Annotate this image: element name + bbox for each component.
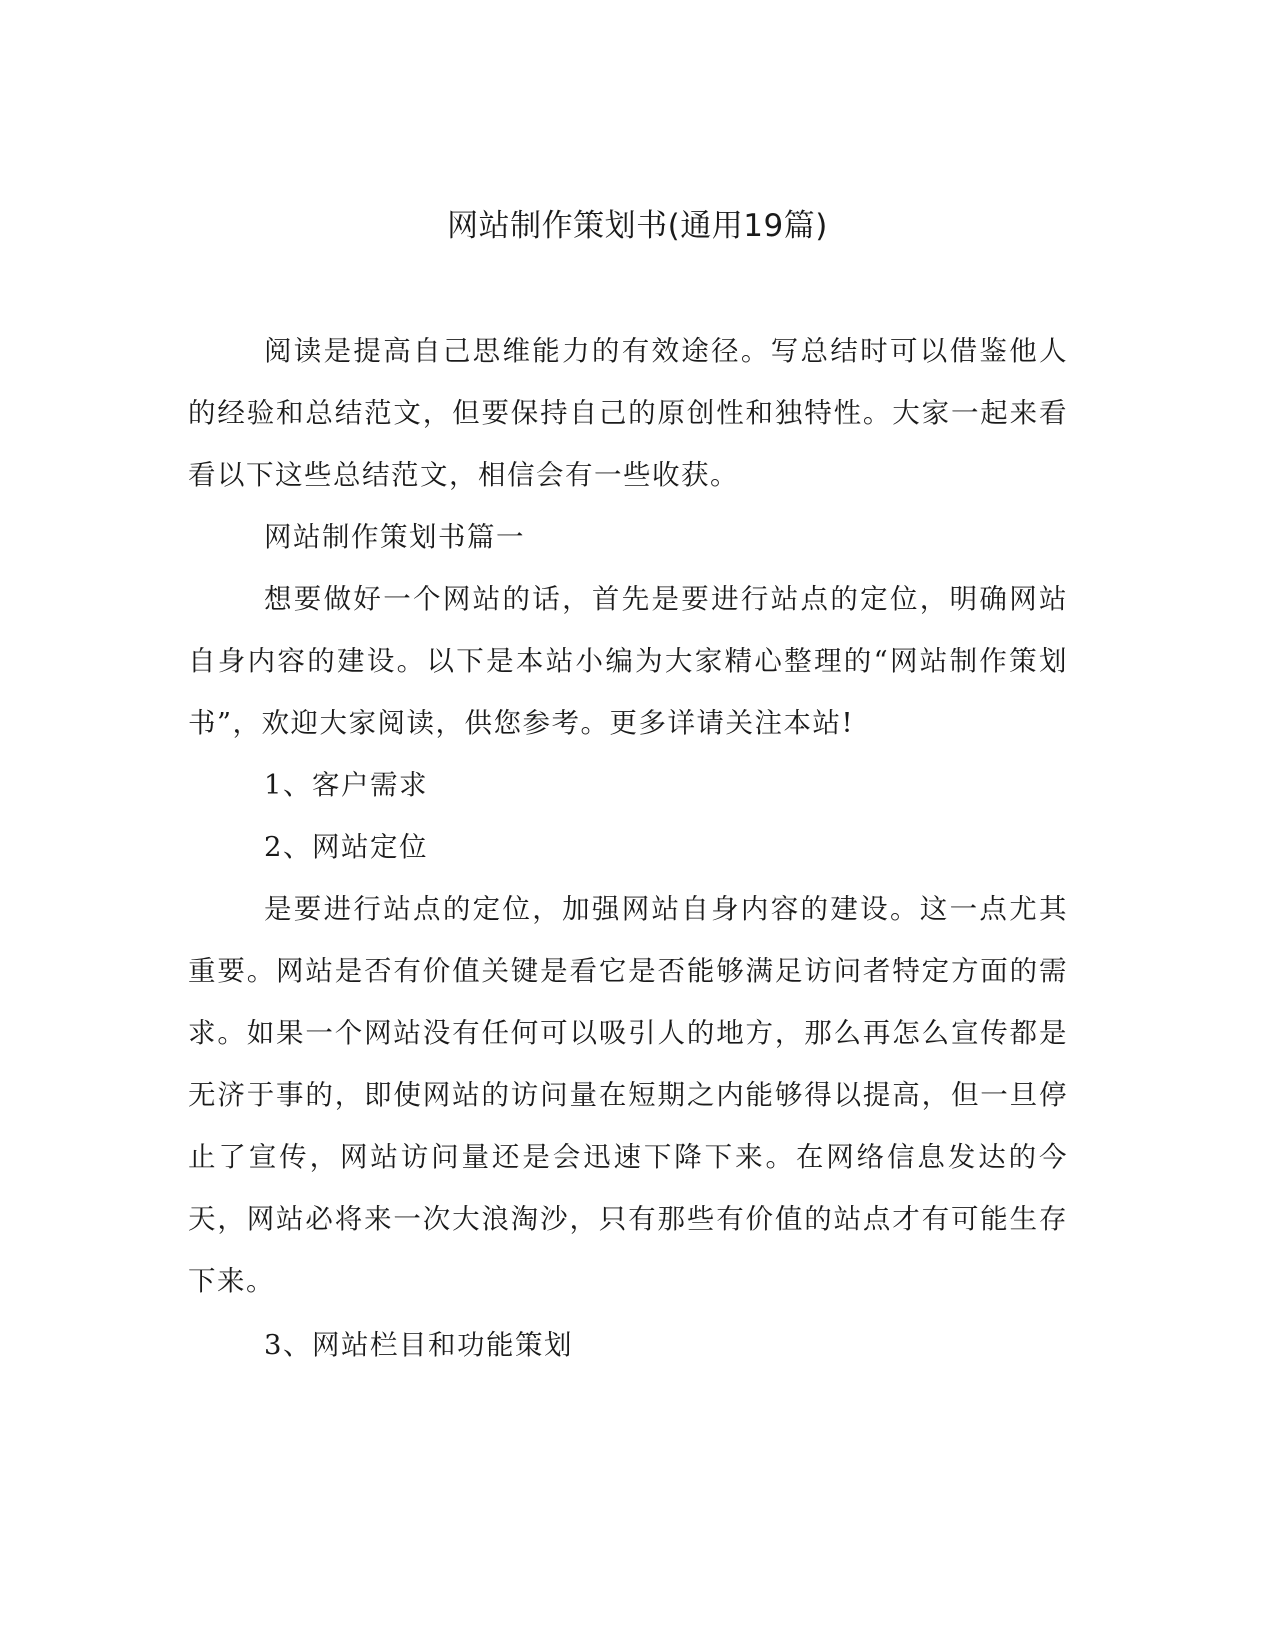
document-body — [188, 320, 1068, 1376]
positioning-paragraph: 是要进行站点的定位，加强网站自身内容的建设。这一点尤其重要。网站是否有价值关键是看它是否能够满足访问者特定方面的需求。如果一个网站没有任何可以吸引人的地方，那么再怎么宣传都是无济于事的，即使网站的访问量在短期之内能够得以提高，但一旦停止了宣传，网站访问量还是会迅速下降下来。在网络信息发达的今天，网站必将来一次大浪淘沙，只有那些有价值的站点才有可能生存下来。 — [188, 893, 1068, 1297]
list-item-customer-needs: 1、客户需求 — [264, 769, 428, 801]
section-heading: 网站制作策划书篇一 — [264, 521, 525, 553]
intro-paragraph: 阅读是提高自己思维能力的有效途径。写总结时可以借鉴他人的经验和总结范文，但要保持自己的原创性和独特性。大家一起来看看以下这些总结范文，相信会有一些收获。 — [188, 335, 1068, 491]
list-item-site-positioning: 2、网站定位 — [264, 831, 428, 863]
document-title: 网站制作策划书(通用19篇) — [447, 208, 828, 244]
lead-paragraph: 想要做好一个网站的话，首先是要进行站点的定位，明确网站自身内容的建设。以下是本站小编为大家精心整理的“网站制作策划书”，欢迎大家阅读，供您参考。更多详请关注本站! — [188, 583, 1068, 739]
list-item-columns-and-features: 3、网站栏目和功能策划 — [264, 1329, 573, 1361]
